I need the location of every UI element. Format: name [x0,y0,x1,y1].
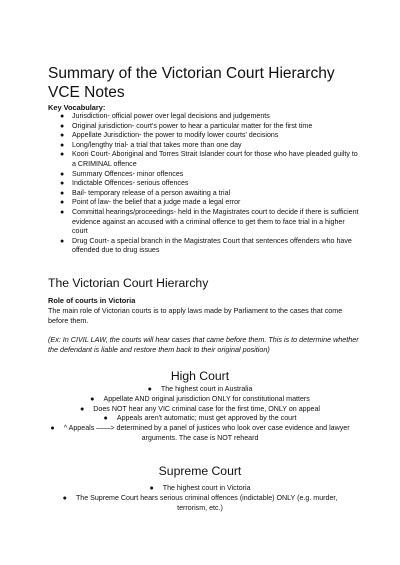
document-title: Summary of the Victorian Court Hierarchy VCE Notes [48,65,335,101]
high-court-item-text: ^ Appeals ——> determined by a panel of justices who look over case evidence and lawyer arguments. The case is NOT reheard [63,424,350,442]
bullet-icon: ● [149,484,154,492]
bullet-icon: ● [60,208,65,216]
bullet-icon: ● [90,394,95,403]
vocab-item-text: Point of law- the belief that a judge made a legal error [72,198,241,207]
vocab-item [48,189,360,199]
bullet-icon: ● [60,132,65,140]
vocab-item-text: Appellate Jurisdiction- the power to modify lower courts' decisions [72,131,279,140]
high-court-item [48,385,352,395]
key-vocabulary-list [48,112,360,256]
high-court-item [48,424,352,444]
bullet-icon: ● [60,199,65,207]
high-court-item [48,405,352,415]
bullet-icon: ● [60,237,65,245]
bullet-icon: ● [60,113,65,120]
bullet-icon: ● [80,404,85,413]
bullet-icon: ● [60,189,65,197]
vocab-item [48,170,360,180]
bullet-icon: ● [147,385,152,393]
supreme-court-item-text: The highest court in Victoria [162,484,251,492]
high-court-item-text: Does NOT hear any VIC criminal case for the first time, ONLY on appeal [93,404,320,413]
bullet-icon: ● [103,414,108,423]
high-court-heading: High Court [170,369,230,383]
supreme-court-heading: Supreme Court [158,464,242,478]
supreme-court-item [48,484,352,494]
bullet-icon: ● [60,122,65,130]
vocab-item [48,179,360,189]
high-court-list [48,385,352,444]
vocab-item-text: Long/lengthy trial- a trial that takes more than one day [72,140,242,149]
high-court-item [48,395,352,405]
bullet-icon: ● [62,493,67,502]
vocab-item-text: Drug Court- a special branch in the Magistrates Court that sentences offenders who have offended due to drug issues [72,236,352,255]
vocab-item-text: Summary Offences- minor offences [72,169,184,178]
high-court-item-text: The highest court in Australia [160,385,253,393]
vocab-item [48,237,360,256]
vocab-item-text: Bail- temporary release of a person awaiting a trial [72,188,231,197]
role-of-courts-text: The main role of Victorian courts is to apply laws made by Parliament to the cases that come before them. [48,306,343,325]
high-court-item [48,414,352,424]
high-court-item-text: Appeals aren't automatic; must get approved by the court [116,414,297,423]
civil-law-example: (Ex: In CIVIL LAW, the courts will hear cases that came before them. This is to determine whether the defendant is liable and restore them back to their original position) [48,335,359,354]
vocab-item-text: Original jurisdiction- court's power to hear a particular matter for the first time [72,121,313,130]
vocab-item [48,112,360,122]
vocab-item [48,131,360,141]
vocab-item [48,208,360,237]
bullet-icon: ● [60,141,65,149]
supreme-court-list [48,484,352,513]
role-of-courts-heading: Role of courts in Victoria [48,296,136,305]
vocab-item-text: Jurisdiction- official power over legal decisions and judgements [72,112,270,120]
vocab-item-text: Committal hearings/proceedings- held in the Magistrates court to decide if there is sufficient evidence against an accused with a criminal offence to get them to face trial in a higher court [72,207,359,236]
vocab-item [48,122,360,132]
high-court-item-text: Appellate AND original jurisdiction ONLY for constitutional matters [103,394,310,403]
vocab-item-text: Indictable Offences- serious offences [72,179,189,188]
bullet-icon: ● [60,180,65,188]
vocab-item-text: Koori Court- Aboriginal and Torres Strait Islander court for those who have pleaded guilty to a CRIMINAL offence [72,150,358,168]
key-vocabulary-heading: Key Vocabulary: [48,103,106,112]
vocab-item [48,150,360,169]
bullet-icon: ● [50,424,55,433]
supreme-court-item [48,494,352,514]
supreme-court-item-text: The Supreme Court hears serious criminal offences (indictable) ONLY (e.g. murder, terrorism, etc.) [75,493,338,512]
bullet-icon: ● [60,170,65,178]
vocab-item [48,141,360,151]
vocab-item [48,198,360,208]
bullet-icon: ● [60,151,65,159]
hierarchy-heading: The Victorian Court Hierarchy [48,276,209,290]
